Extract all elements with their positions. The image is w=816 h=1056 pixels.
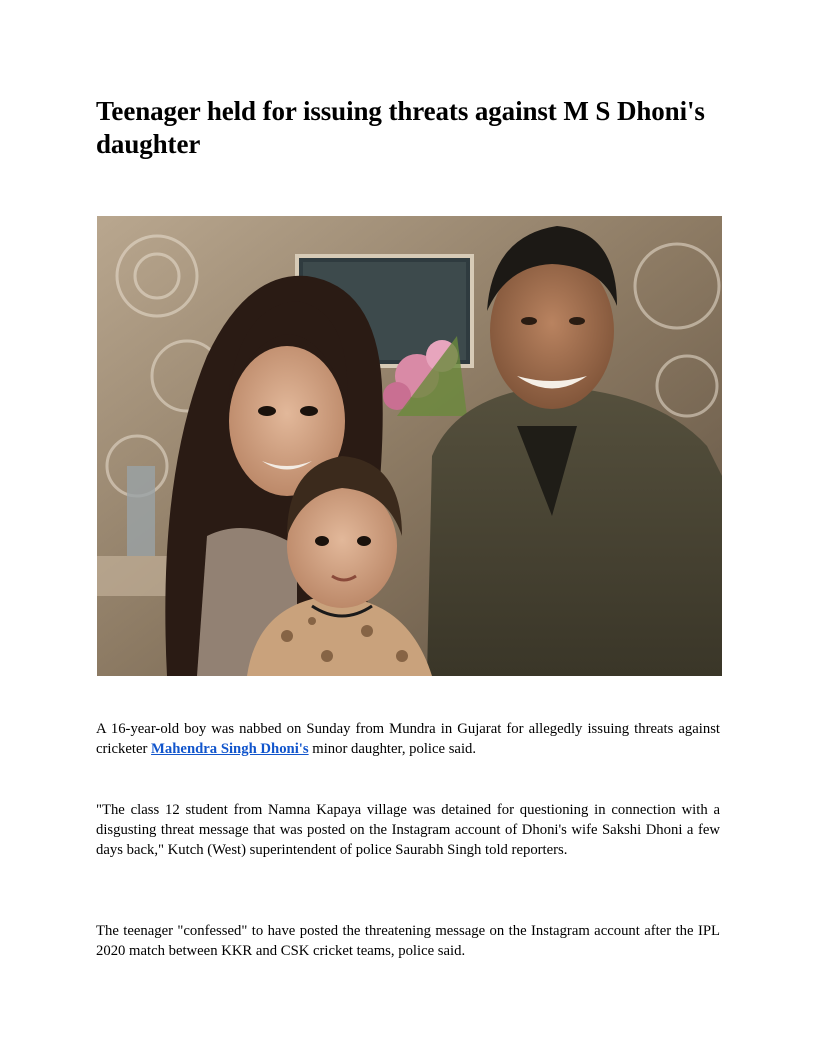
paragraph-1-text-after: minor daughter, police said.	[308, 741, 477, 757]
paragraph-1-text-before: A 16-year-old boy was nabbed on Sunday from Mundra in Gujarat for allegedly issuing threats against cricketer	[96, 721, 720, 757]
article-paragraph-3: The teenager "confessed" to have posted the threatening message on the Instagram account after the IPL 2020 match between KKR and CSK cricket teams, police said.	[96, 923, 720, 959]
article-photo	[97, 216, 722, 676]
article-headline: Teenager held for issuing threats against M S Dhoni's daughter	[96, 96, 705, 159]
dhoni-link[interactable]: Mahendra Singh Dhoni's	[151, 741, 309, 757]
article-paragraph-1	[96, 719, 720, 759]
article-paragraph-2: "The class 12 student from Namna Kapaya village was detained for questioning in connection with a disgusting threat message that was posted on the Instagram account of Dhoni's wife Sakshi Dhoni a few days back," Kutch (West) superintendent of police Saurabh Singh told reporters.	[96, 802, 720, 858]
photo-illustration	[97, 216, 722, 676]
